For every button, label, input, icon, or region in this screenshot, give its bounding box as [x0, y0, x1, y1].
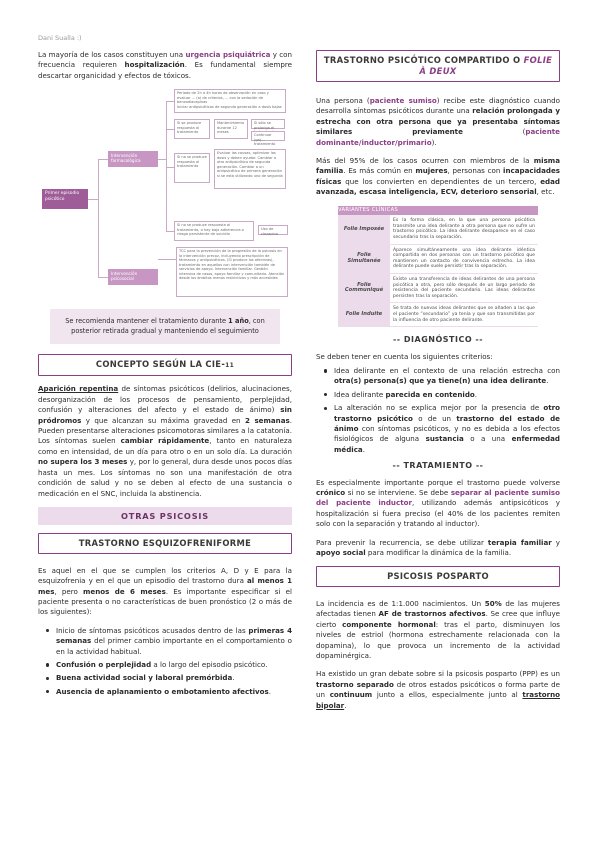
list-item: La alteración no se explica mejor por la presencia de otro trastorno psicótico o de un trastorno del estado de ánimo con síntomas psicóticos, y no es debida a los efectos fisiológicos de alguna sustancia o a una enfermedad médica. — [334, 403, 560, 454]
flow-root-box: Primer episodio psicótico — [42, 189, 88, 209]
flow-prolong-box: Si sólo se prolonga el — [251, 119, 285, 129]
flow-pharma-box: Intervención farmacológica — [108, 151, 158, 167]
flow-noresponse-box: Si no se produce respuesta al tratamiento — [174, 153, 210, 183]
list-item: Buena actividad social y laboral premórbida. — [56, 673, 292, 683]
right-column — [316, 50, 560, 719]
tratamiento-paragraph-2: Para prevenir la recurrencia, se debe utilizar terapia familiar y apoyo social para modificar la dinámica de la familia. — [316, 537, 560, 558]
folie-paragraph-1: Una persona (paciente sumiso) recibe este diagnóstico cuando desarrolla síntomas psicóticos durante una relación prolongada y estrecha con otra persona que ya presentaba síntomas similares previamente (paciente dominante/inductor/primario). — [316, 96, 560, 147]
diagnostico-intro: Se deben tener en cuenta los siguientes criterios: — [316, 351, 493, 361]
flow-response-box: Si se produce respuesta al tratamiento — [174, 119, 210, 139]
esquizofreniforme-paragraph: Es aquel en el que se cumplen los criterios A, D y E para la esquizofrenia y en el que un episodio del trastorno dura al menos 1 mes, pero menos de 6 meses. Es importante especificar si el paciente presenta o no características de buen pronóstico (2 o más de los siguientes): — [38, 565, 292, 617]
variants-table — [338, 206, 538, 328]
intro-paragraph: La mayoría de los casos constituyen una urgencia psiquiátrica y con frecuencia requieren hospitalización. Es fundamental siempre descartar organicidad y efectos de tóxicos. — [38, 50, 292, 80]
posparto-paragraph-1: La incidencia es de 1:1.000 nacimientos. Un 50% de las mujeres afectadas tienen AF de trastornos afectivos. Se cree que influye cierto componente hormonal: tras el parto, disminuyen los niveles de estriol (hormona estrechamente relacionada con la dopamina), lo que provoca un incremento de la actividad dopaminérgica. — [316, 598, 561, 660]
table-row: Folie Simultanée Aparece simultáneamente una idea delirante idéntica compartida en dos personas con un trastorno psicótico que mantienen un contacto de convivencia estrecho. La idea delirante puede suele persistir tras la separación. — [338, 244, 538, 273]
flow-noresponse-list: Evaluar las causas, optimizar las dosis y deben ayudar. Cambiar a otro antipsicótico de segunda generación. Cambiar a un antipsicótico de primera generación si se está utilizando uno de segunda — [214, 149, 286, 189]
treatment-flowchart — [38, 89, 292, 303]
folie-title: TRASTORNO PSICÓTICO COMPARTIDO O FOLIE À DEUX — [316, 50, 560, 82]
esquizofreniforme-title: TRASTORNO ESQUIZOFRENIFORME — [38, 533, 292, 553]
tratamiento-paragraph-1: Es especialmente importante porque el trastorno puede volverse crónico si no se interviene. Se debe separar al paciente sumiso del paciente inductor, utilizando además antipsicóticos y hospitalización si fuera preciso (el 40% de los pacientes remiten solo con la separación y tratando al inductor). — [316, 477, 561, 529]
cie-paragraph: Aparición repentina de síntomas psicóticos (delirios, alucinaciones, desorganización de los procesos de pensamiento, perplejidad, confusión y alteraciones del afecto y el estado de ánimo) sin pródromos y que alcanzan su máxima gravedad en 2 semanas. Pueden presentarse alteraciones psicomotoras similares a la catatonía. Los síntomas suelen cambiar rápidamente, tanto en naturaleza como en intensidad, de un día para otro o en un solo día. La duración no supera los 3 meses y, por lo general, dura desde unos pocos días hasta un mes. Los síntomas no son una manifestación de otra condición de salud y no se deben al efecto de una sustancia o medicación en el SNC, incluida la abstinencia. — [38, 384, 292, 498]
flow-top-box: Periodo de 2h a 4h horas de observación en caso y evaluar ... (a) de criterios, ... con la sedación de benzodiacepinas Iniciar antipsicóticos de segunda generación a dosis bajas — [174, 89, 286, 113]
table-row: Folie Communiqué Existe una transferencia de ideas delirantes de una persona psicótica a otra, pero sólo después de un largo periodo de resistencia del paciente secundario. Las ideas delirantes persisten tras la separación. — [338, 274, 538, 303]
variants-header: VARIANTES CLÍNICAS — [338, 206, 538, 216]
flow-clozapine-box: Uso de clozapina — [258, 225, 288, 235]
author-label: Dani Sualla :) — [38, 34, 82, 42]
list-item: Inicio de síntomas psicóticos acusados dentro de las primeras 4 semanas del primer cambio importante en el comportamiento o en la actividad habitual. — [56, 625, 293, 656]
cie-title: CONCEPTO SEGÚN LA CIE-11 — [38, 354, 292, 376]
flow-last-box: Si no se produce respuesta al tratamiento, o hay bajo adherencia o riesgo persistente de suicidio — [174, 221, 254, 241]
flow-psychosocial-list: TCC para la prevención de la progresión de la psicosis en la intervención precoz, incluyendo prescripción de fármacos y antipsicóticos. (Si produce los afectivos), tratamiento en aquellos con intervención también de servicios de apoyo. Intervención familiar. Gestión intensiva de casos, apoyo familiar y comunitario. Atención desde los ámbitos menos restrictivos y más accesibles — [176, 247, 288, 297]
flow-continue-box: Continuar (ga)... tratamiento — [251, 131, 285, 141]
list-item: Confusión o perplejidad a lo largo del episodio psicótico. — [56, 660, 292, 670]
posparto-paragraph-2: Ha existido un gran debate sobre si la psicosis posparto (PPP) es un trastorno separado de otros estados psicóticos o forma parte de un continuum junto a ellos, especialmente junto al trastorno bipolar. — [316, 669, 561, 710]
prognosis-list — [38, 626, 292, 697]
table-row: Folie Imposée Es la forma clásica, en la que una persona psicótica transmite una idea delirante a otra persona que no sufre un trastorno psicótico. La idea delirante desaparece en el caso secundario tras la separación. — [338, 215, 538, 244]
left-column — [38, 50, 292, 700]
flow-psychosocial-box: Intervención psicosocial — [108, 269, 158, 285]
posparto-title: PSICOSIS POSPARTO — [316, 566, 560, 586]
folie-paragraph-2: Más del 95% de los casos ocurren con miembros de la misma familia. Es más común en mujeres, personas con incapacidades físicas que los convierten en dependientes de un tercero, edad avanzada, escasa inteligencia, ECV, deterioro sensorial, etc. — [316, 156, 560, 197]
diagnostico-list — [316, 366, 560, 455]
table-row: Folie Induite Se trata de nuevas ideas delirantes que se añaden a las que el paciente “secundario” ya tenía y que son transmitidas por la influencia de otro paciente delirante. — [338, 303, 538, 327]
flow-maintenance-box: Mantenimiento durante 12 meses — [214, 119, 248, 139]
list-item: Idea delirante parecida en contenido. — [334, 390, 560, 400]
tratamiento-title: -- TRATAMIENTO -- — [392, 461, 484, 471]
otras-psicosis-band: OTRAS PSICOSIS — [38, 507, 292, 525]
treatment-note: Se recomienda mantener el tratamiento durante 1 año, con posterior retirada gradual y manteniendo el seguimiento — [50, 309, 280, 344]
list-item: Ausencia de aplanamiento o embotamiento afectivos. — [56, 687, 292, 697]
diagnostico-title: -- DIAGNÓSTICO -- — [392, 335, 484, 345]
list-item: Idea delirante en el contexto de una relación estrecha con otra(s) persona(s) que ya tiene(n) una idea delirante. — [334, 365, 560, 386]
